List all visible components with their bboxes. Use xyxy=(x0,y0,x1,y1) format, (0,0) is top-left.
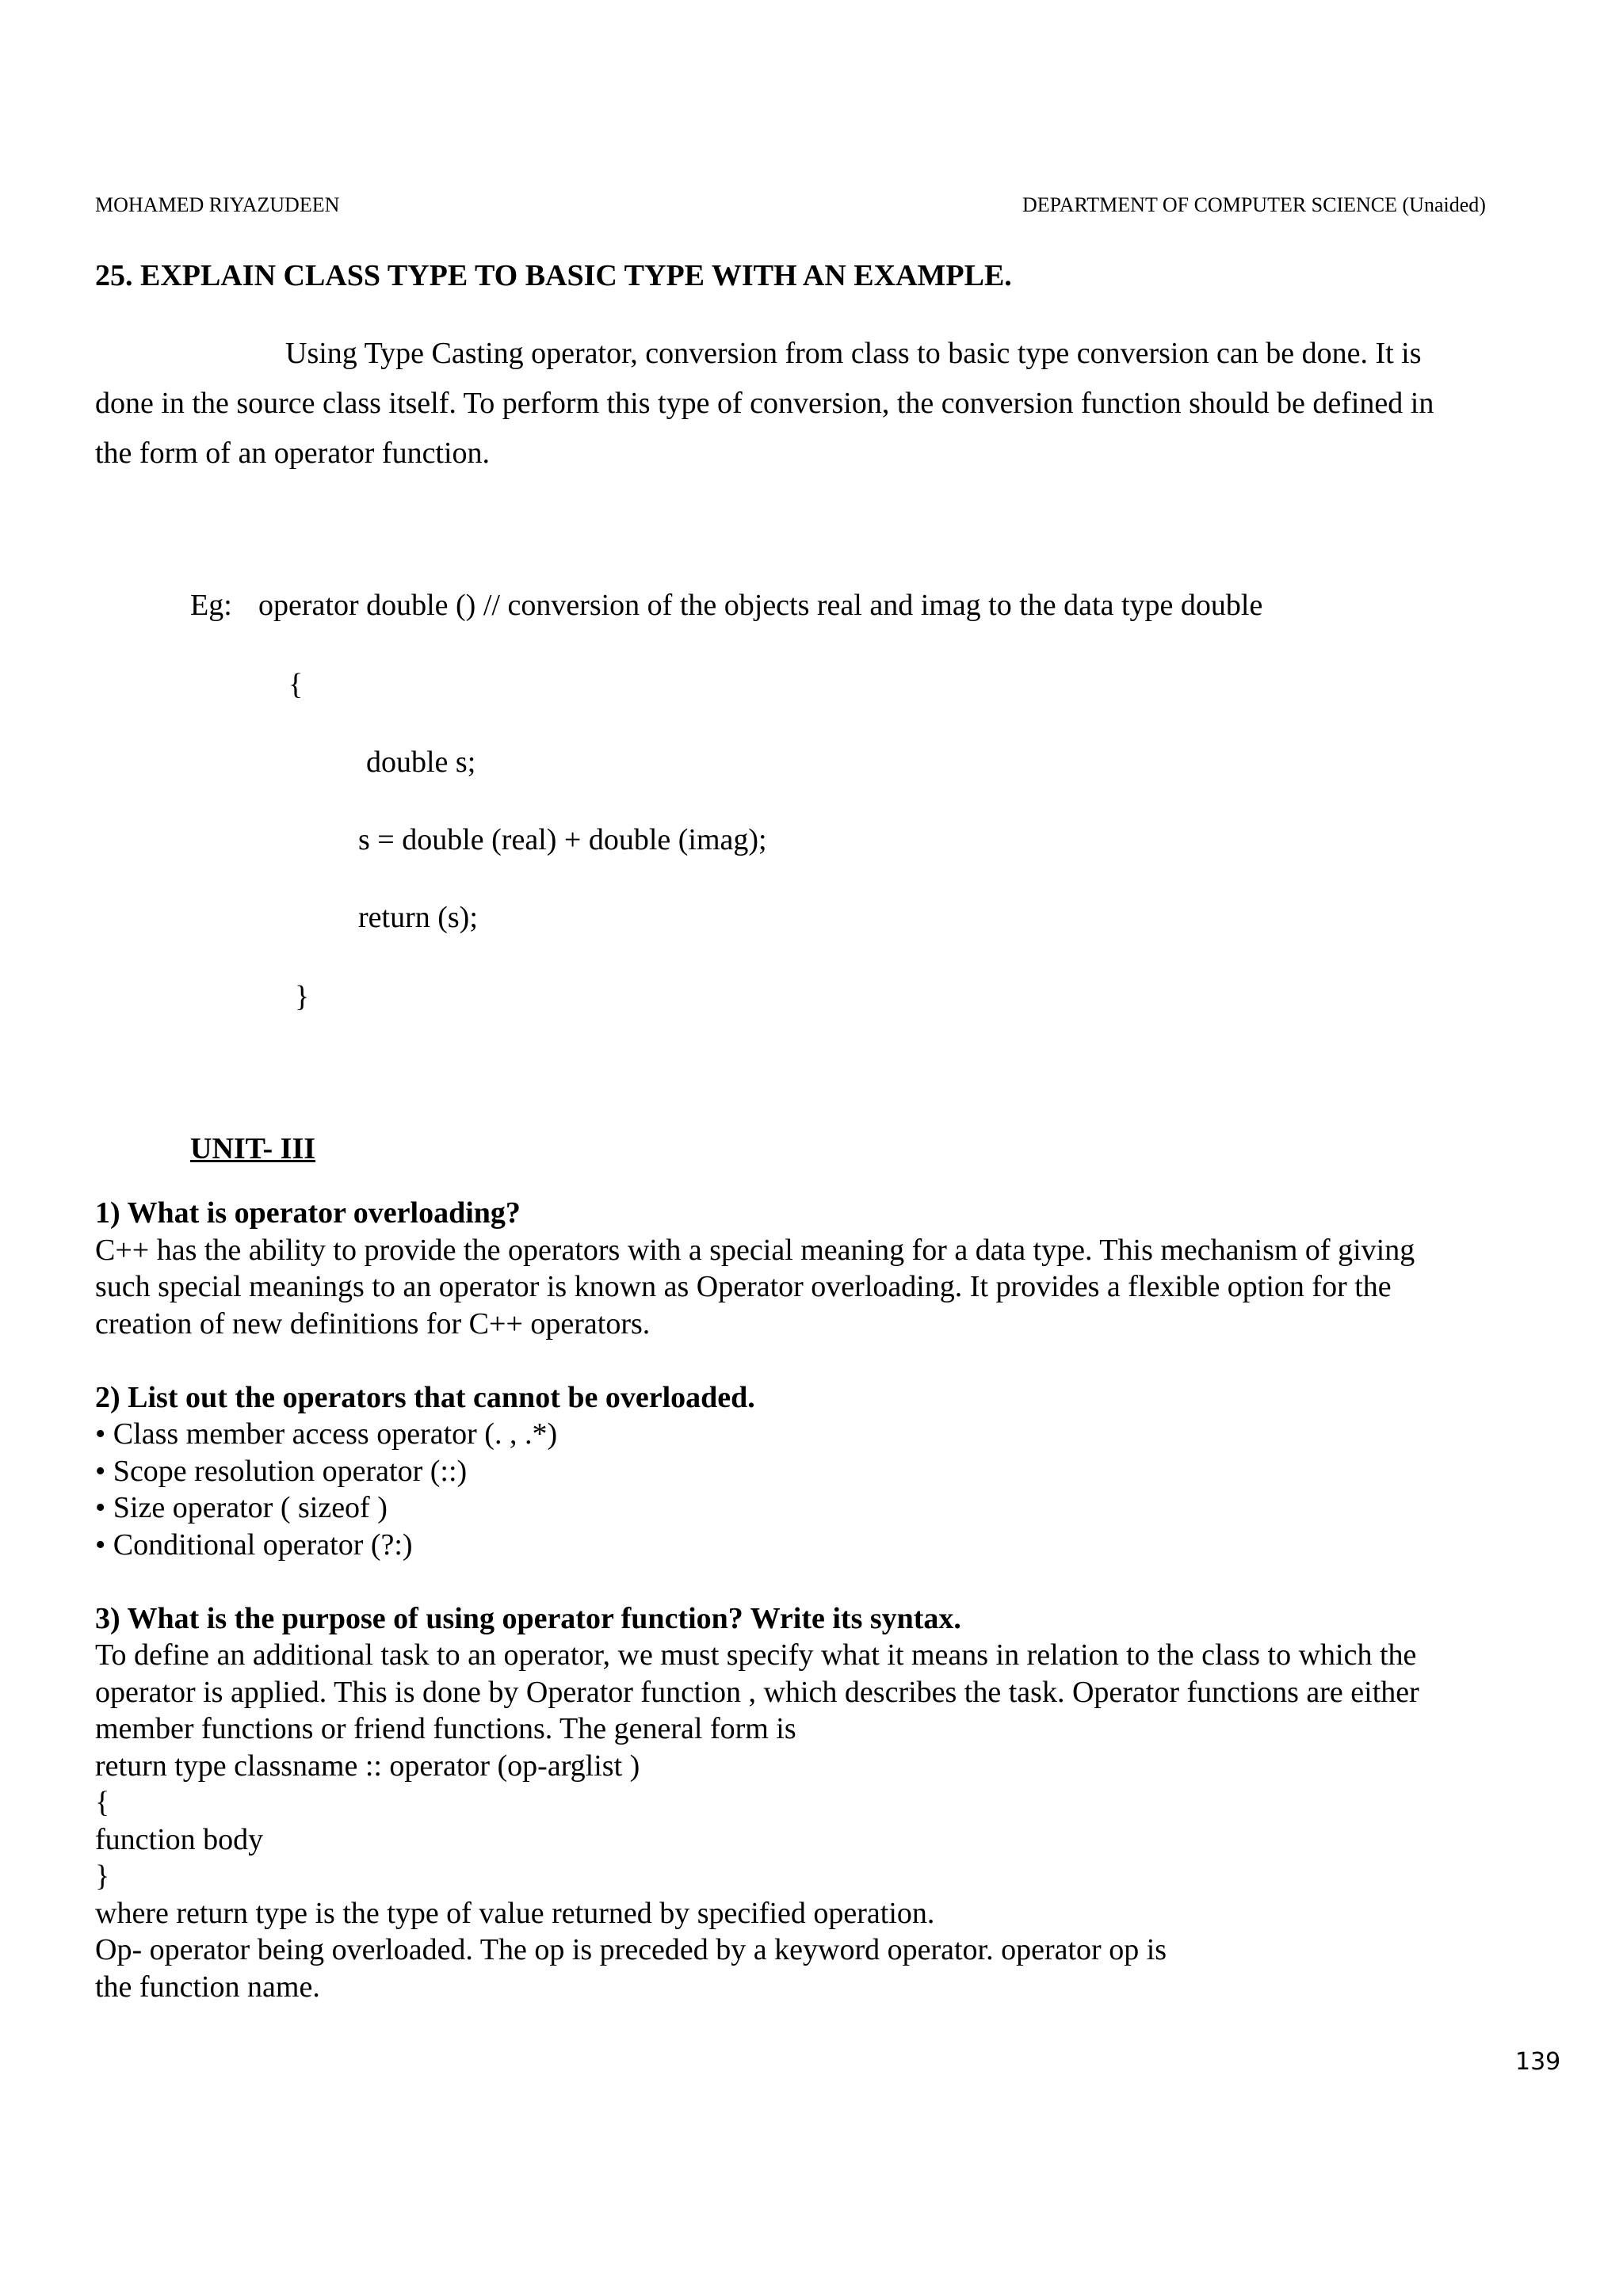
answer-1-line: creation of new definitions for C++ operators. xyxy=(95,1306,651,1341)
code-close-brace: } xyxy=(295,980,310,1013)
unit-three-content xyxy=(95,1195,1553,2005)
answer-3-line: { xyxy=(95,1786,110,1819)
spacer xyxy=(95,1342,1553,1379)
code-line-declaration: double s; xyxy=(366,746,476,779)
answer-3-line: member functions or friend functions. The general form is xyxy=(95,1712,796,1745)
question-25-paragraph xyxy=(95,329,1529,479)
example-code-signature: operator double () // conversion of the objects real and imag to the data type double xyxy=(258,589,1263,622)
code-open-brace: { xyxy=(288,668,304,701)
list-item: • Class member access operator (. , .*) xyxy=(95,1417,558,1451)
answer-3-line: return type classname :: operator (op-arglist ) xyxy=(95,1749,640,1783)
page-number: 139 xyxy=(1515,2048,1561,2076)
paragraph-line-3: the form of an operator function. xyxy=(95,437,491,470)
answer-1-line: such special meanings to an operator is known as Operator overloading. It provides a flexible option for the xyxy=(95,1270,1392,1303)
list-item: • Size operator ( sizeof ) xyxy=(95,1491,388,1524)
paragraph-line-1 xyxy=(95,329,1529,379)
answer-3-line: where return type is the type of value returned by specified operation. xyxy=(95,1896,935,1930)
list-item: • Conditional operator (?:) xyxy=(95,1527,413,1562)
question-1-heading: 1) What is operator overloading? xyxy=(95,1196,521,1230)
header-author: MOHAMED RIYAZUDEEN xyxy=(95,193,340,216)
answer-3-line: operator is applied. This is done by Operator function , which describes the task. Operator functions are either xyxy=(95,1675,1419,1709)
answer-3-line: the function name. xyxy=(95,1970,320,2004)
answer-1-line: C++ has the ability to provide the operators with a special meaning for a data type. This mechanism of giving xyxy=(95,1233,1415,1267)
question-2-heading: 2) List out the operators that cannot be overloaded. xyxy=(95,1380,755,1414)
paragraph-text-1: Using Type Casting operator, conversion from class to basic type conversion can be done. It is xyxy=(285,337,1422,370)
header-department: DEPARTMENT OF COMPUTER SCIENCE (Unaided) xyxy=(1022,193,1486,216)
answer-3-line: To define an additional task to an operator, we must specify what it means in relation to the class to which the xyxy=(95,1638,1417,1672)
question-3-heading: 3) What is the purpose of using operator function? Write its syntax. xyxy=(95,1601,961,1635)
question-25-heading: 25. EXPLAIN CLASS TYPE TO BASIC TYPE WITH AN EXAMPLE. xyxy=(95,259,1012,292)
answer-3-line: function body xyxy=(95,1822,264,1856)
spacer xyxy=(95,1563,1553,1600)
example-label: Eg: xyxy=(190,589,232,622)
answer-3-line: Op- operator being overloaded. The op is preceded by a keyword operator. operator op is xyxy=(95,1933,1167,1966)
code-line-return: return (s); xyxy=(358,901,478,934)
answer-3-line: } xyxy=(95,1859,110,1893)
unit-heading: UNIT- III xyxy=(190,1132,316,1165)
paragraph-line-2: done in the source class itself. To perform this type of conversion, the conversion function should be defined in xyxy=(95,387,1434,420)
list-item: • Scope resolution operator (::) xyxy=(95,1454,468,1488)
code-line-assignment: s = double (real) + double (imag); xyxy=(358,823,767,856)
